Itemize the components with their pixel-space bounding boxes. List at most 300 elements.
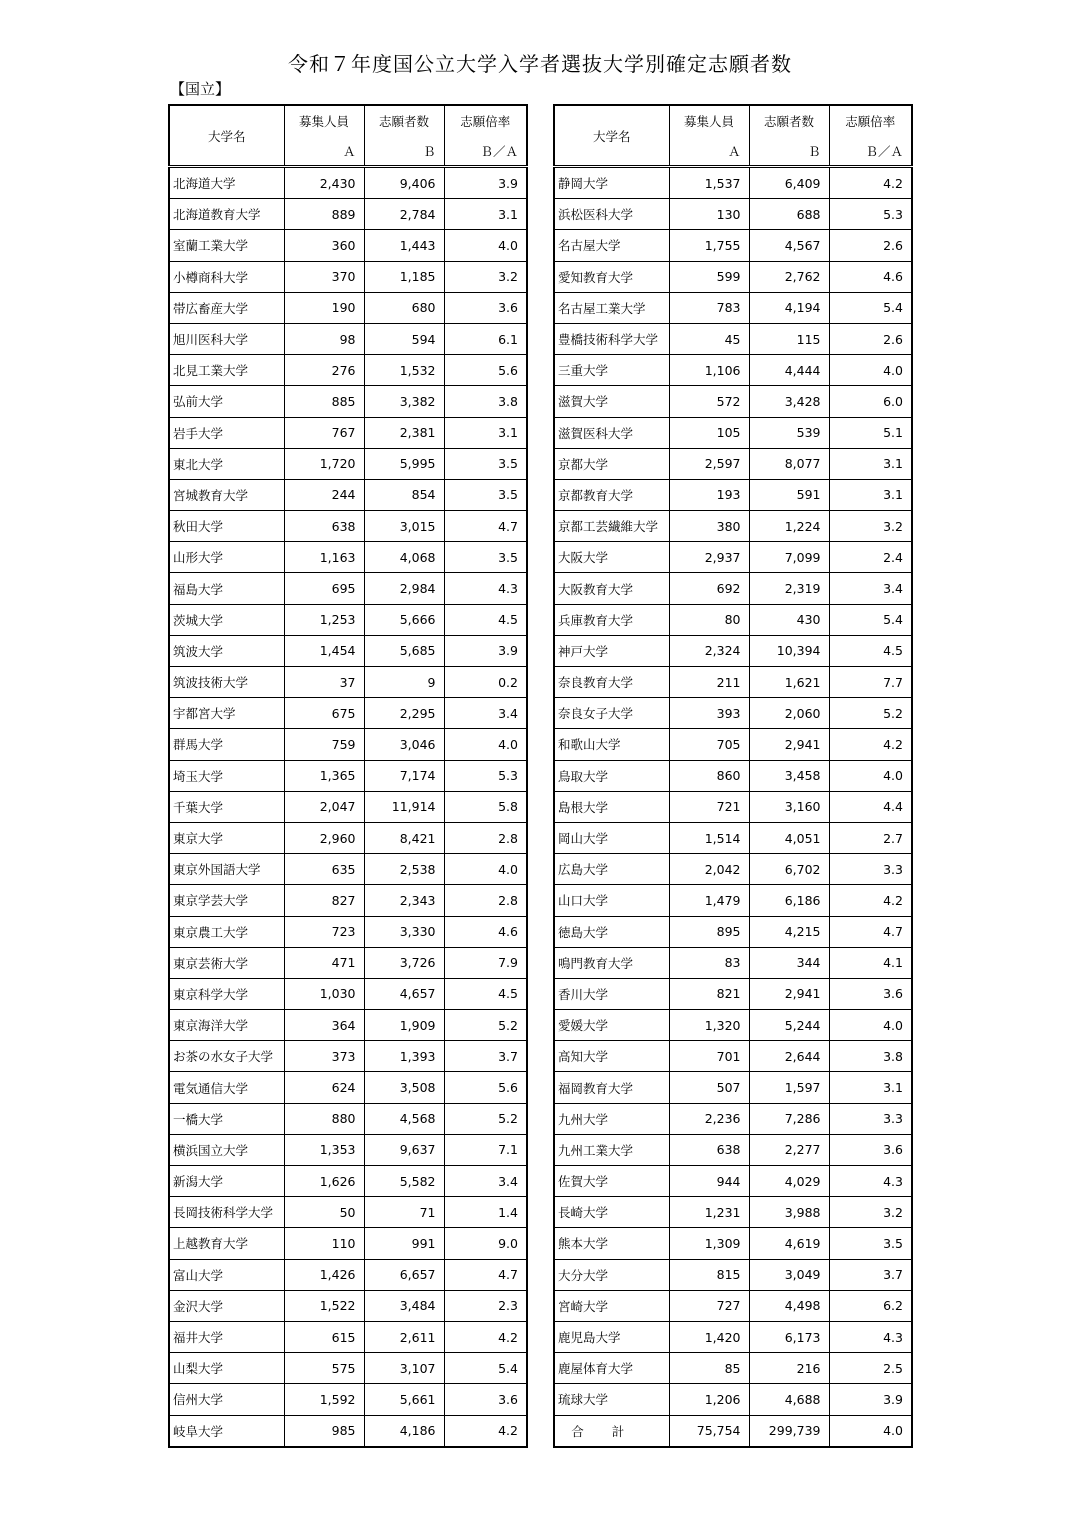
university-name: 長岡技術科学大学 [169, 1197, 284, 1228]
header-ratio-sub: Ｂ／Ａ [829, 136, 912, 167]
applicants-value: 2,941 [749, 729, 829, 760]
ratio-value: 4.3 [444, 573, 527, 604]
capacity-value: 1,454 [284, 635, 364, 666]
university-name: 鳥取大学 [554, 760, 669, 791]
header-applicants: 志願者数 [749, 105, 829, 136]
capacity-value: 860 [669, 760, 749, 791]
table-row [554, 355, 912, 386]
university-name: 東京海洋大学 [169, 1010, 284, 1041]
header-applicants-sub: Ｂ [749, 136, 829, 167]
table-row [169, 479, 527, 510]
applicants-value: 216 [749, 1353, 829, 1384]
applicants-value: 4,068 [364, 542, 444, 573]
university-name: 九州大学 [554, 1103, 669, 1134]
capacity-value: 2,937 [669, 542, 749, 573]
header-ratio: 志願倍率 [444, 105, 527, 136]
capacity-value: 985 [284, 1415, 364, 1447]
university-name: 香川大学 [554, 978, 669, 1009]
ratio-value: 2.3 [444, 1290, 527, 1321]
applicants-value: 3,160 [749, 791, 829, 822]
university-name: 和歌山大学 [554, 729, 669, 760]
university-name: 旭川医科大学 [169, 323, 284, 354]
ratio-value: 1.4 [444, 1197, 527, 1228]
ratio-value: 5.4 [829, 604, 912, 635]
header-university: 大学名 [554, 105, 669, 167]
applicants-value: 5,244 [749, 1010, 829, 1041]
applicants-value: 7,099 [749, 542, 829, 573]
university-name: 名古屋工業大学 [554, 292, 669, 323]
applicants-value: 991 [364, 1228, 444, 1259]
table-row [169, 1103, 527, 1134]
table-row [554, 885, 912, 916]
university-name: 山口大学 [554, 885, 669, 916]
university-name: 三重大学 [554, 355, 669, 386]
table-row [554, 448, 912, 479]
ratio-value: 3.3 [829, 1103, 912, 1134]
university-name: 宮城教育大学 [169, 479, 284, 510]
header-capacity-sub: Ａ [669, 136, 749, 167]
ratio-value: 4.5 [444, 978, 527, 1009]
header-capacity: 募集人員 [284, 105, 364, 136]
table-row [554, 292, 912, 323]
applicants-value: 2,762 [749, 261, 829, 292]
header-university: 大学名 [169, 105, 284, 167]
capacity-value: 1,626 [284, 1166, 364, 1197]
university-name: 岡山大学 [554, 822, 669, 853]
table-row [554, 698, 912, 729]
university-name: 宇都宮大学 [169, 698, 284, 729]
university-name: 小樽商科大学 [169, 261, 284, 292]
capacity-value: 80 [669, 604, 749, 635]
table-row [554, 729, 912, 760]
ratio-value: 4.0 [829, 1010, 912, 1041]
capacity-value: 695 [284, 573, 364, 604]
university-name: 東京科学大学 [169, 978, 284, 1009]
university-name: 奈良教育大学 [554, 667, 669, 698]
capacity-value: 1,537 [669, 167, 749, 199]
ratio-value: 3.9 [829, 1384, 912, 1415]
university-name: 宮崎大学 [554, 1290, 669, 1321]
table-row [169, 323, 527, 354]
applicants-value: 1,443 [364, 230, 444, 261]
university-name: 福島大学 [169, 573, 284, 604]
table-row [169, 822, 527, 853]
table-row [554, 1010, 912, 1041]
university-name: 名古屋大学 [554, 230, 669, 261]
ratio-value: 3.8 [829, 1041, 912, 1072]
capacity-value: 675 [284, 698, 364, 729]
university-name: 電気通信大学 [169, 1072, 284, 1103]
applicants-value: 594 [364, 323, 444, 354]
capacity-value: 1,030 [284, 978, 364, 1009]
total-capacity: 75,754 [669, 1415, 749, 1447]
capacity-value: 815 [669, 1259, 749, 1290]
capacity-value: 380 [669, 511, 749, 542]
ratio-value: 3.7 [444, 1041, 527, 1072]
ratio-value: 3.8 [444, 386, 527, 417]
capacity-value: 1,479 [669, 885, 749, 916]
university-name: 大阪教育大学 [554, 573, 669, 604]
ratio-value: 3.2 [829, 1197, 912, 1228]
applicants-value: 4,444 [749, 355, 829, 386]
ratio-value: 5.4 [829, 292, 912, 323]
ratio-value: 5.2 [444, 1103, 527, 1134]
university-name: 茨城大学 [169, 604, 284, 635]
applicants-value: 2,060 [749, 698, 829, 729]
capacity-value: 83 [669, 947, 749, 978]
applicants-value: 4,194 [749, 292, 829, 323]
table-row [169, 1041, 527, 1072]
university-name: 北海道教育大学 [169, 199, 284, 230]
table-row [554, 978, 912, 1009]
table-row [169, 885, 527, 916]
applicants-value: 680 [364, 292, 444, 323]
capacity-value: 783 [669, 292, 749, 323]
ratio-value: 5.6 [444, 1072, 527, 1103]
capacity-value: 2,047 [284, 791, 364, 822]
table-row [554, 822, 912, 853]
capacity-value: 1,206 [669, 1384, 749, 1415]
capacity-value: 821 [669, 978, 749, 1009]
applicants-value: 1,532 [364, 355, 444, 386]
ratio-value: 3.7 [829, 1259, 912, 1290]
capacity-value: 190 [284, 292, 364, 323]
capacity-value: 2,236 [669, 1103, 749, 1134]
university-name: 埼玉大学 [169, 760, 284, 791]
applicants-value: 3,382 [364, 386, 444, 417]
applicants-value: 5,661 [364, 1384, 444, 1415]
table-row [169, 199, 527, 230]
table-row [169, 635, 527, 666]
ratio-value: 2.5 [829, 1353, 912, 1384]
ratio-value: 3.3 [829, 854, 912, 885]
capacity-value: 105 [669, 417, 749, 448]
ratio-value: 3.2 [829, 511, 912, 542]
ratio-value: 3.2 [444, 261, 527, 292]
university-name: 筑波技術大学 [169, 667, 284, 698]
ratio-value: 2.8 [444, 822, 527, 853]
applicants-value: 3,428 [749, 386, 829, 417]
capacity-value: 635 [284, 854, 364, 885]
capacity-value: 572 [669, 386, 749, 417]
table-row [169, 1290, 527, 1321]
ratio-value: 4.0 [829, 760, 912, 791]
capacity-value: 1,522 [284, 1290, 364, 1321]
ratio-value: 4.3 [829, 1166, 912, 1197]
university-name: 上越教育大学 [169, 1228, 284, 1259]
university-name: 長崎大学 [554, 1197, 669, 1228]
table-row [554, 916, 912, 947]
table-row [169, 386, 527, 417]
university-name: 鹿児島大学 [554, 1321, 669, 1352]
ratio-value: 3.9 [444, 167, 527, 199]
university-name: 熊本大学 [554, 1228, 669, 1259]
university-name: 愛知教育大学 [554, 261, 669, 292]
capacity-value: 507 [669, 1072, 749, 1103]
capacity-value: 885 [284, 386, 364, 417]
ratio-value: 5.3 [829, 199, 912, 230]
applicants-value: 4,051 [749, 822, 829, 853]
capacity-value: 599 [669, 261, 749, 292]
table-row [554, 760, 912, 791]
university-name: 富山大学 [169, 1259, 284, 1290]
applicants-value: 8,421 [364, 822, 444, 853]
ratio-value: 3.5 [829, 1228, 912, 1259]
capacity-value: 1,106 [669, 355, 749, 386]
applicants-value: 4,568 [364, 1103, 444, 1134]
applicants-value: 3,988 [749, 1197, 829, 1228]
table-row [169, 1166, 527, 1197]
university-name: 群馬大学 [169, 729, 284, 760]
applicants-value: 8,077 [749, 448, 829, 479]
capacity-value: 638 [284, 511, 364, 542]
capacity-value: 370 [284, 261, 364, 292]
ratio-value: 4.2 [444, 1415, 527, 1447]
capacity-value: 889 [284, 199, 364, 230]
university-name: 鹿屋体育大学 [554, 1353, 669, 1384]
table-row [169, 448, 527, 479]
capacity-value: 1,426 [284, 1259, 364, 1290]
ratio-value: 5.6 [444, 355, 527, 386]
capacity-value: 759 [284, 729, 364, 760]
applicants-value: 4,657 [364, 978, 444, 1009]
ratio-value: 4.2 [829, 167, 912, 199]
applicants-value: 2,381 [364, 417, 444, 448]
capacity-value: 895 [669, 916, 749, 947]
table-row [169, 167, 527, 199]
header-ratio-sub: Ｂ／Ａ [444, 136, 527, 167]
applicants-value: 4,215 [749, 916, 829, 947]
ratio-value: 0.2 [444, 667, 527, 698]
capacity-value: 727 [669, 1290, 749, 1321]
capacity-value: 767 [284, 417, 364, 448]
university-name: 静岡大学 [554, 167, 669, 199]
ratio-value: 3.1 [829, 448, 912, 479]
university-name: 愛媛大学 [554, 1010, 669, 1041]
right-table-body [554, 167, 912, 1447]
capacity-value: 2,960 [284, 822, 364, 853]
applicants-value: 5,582 [364, 1166, 444, 1197]
capacity-value: 723 [284, 916, 364, 947]
university-name: 東京大学 [169, 822, 284, 853]
university-name: 浜松医科大学 [554, 199, 669, 230]
table-row [554, 323, 912, 354]
capacity-value: 50 [284, 1197, 364, 1228]
university-name: 徳島大学 [554, 916, 669, 947]
applicants-value: 2,277 [749, 1134, 829, 1165]
ratio-value: 4.0 [829, 355, 912, 386]
ratio-value: 4.0 [444, 854, 527, 885]
table-row [169, 947, 527, 978]
applicants-value: 591 [749, 479, 829, 510]
ratio-value: 4.1 [829, 947, 912, 978]
university-name: 東京学芸大学 [169, 885, 284, 916]
table-row [554, 1166, 912, 1197]
left-table [168, 104, 528, 1448]
header-applicants-sub: Ｂ [364, 136, 444, 167]
ratio-value: 4.6 [444, 916, 527, 947]
applicants-value: 115 [749, 323, 829, 354]
capacity-value: 37 [284, 667, 364, 698]
capacity-value: 276 [284, 355, 364, 386]
table-row [554, 667, 912, 698]
capacity-value: 1,514 [669, 822, 749, 853]
ratio-value: 2.6 [829, 323, 912, 354]
university-name: 弘前大学 [169, 386, 284, 417]
table-row [554, 386, 912, 417]
applicants-value: 1,909 [364, 1010, 444, 1041]
ratio-value: 4.5 [444, 604, 527, 635]
applicants-value: 3,015 [364, 511, 444, 542]
applicants-value: 2,784 [364, 199, 444, 230]
university-name: 新潟大学 [169, 1166, 284, 1197]
table-row [554, 261, 912, 292]
table-row [169, 511, 527, 542]
university-name: 東北大学 [169, 448, 284, 479]
university-name: 豊橋技術科学大学 [554, 323, 669, 354]
university-name: 京都工芸繊維大学 [554, 511, 669, 542]
left-table-body [169, 167, 527, 1447]
applicants-value: 4,186 [364, 1415, 444, 1447]
table-row [554, 230, 912, 261]
table-row [169, 667, 527, 698]
university-name: 福井大学 [169, 1321, 284, 1352]
table-row [554, 1041, 912, 1072]
applicants-value: 2,644 [749, 1041, 829, 1072]
applicants-value: 430 [749, 604, 829, 635]
applicants-value: 9,406 [364, 167, 444, 199]
table-row [169, 1072, 527, 1103]
ratio-value: 2.8 [444, 885, 527, 916]
capacity-value: 1,231 [669, 1197, 749, 1228]
ratio-value: 3.5 [444, 448, 527, 479]
table-row [554, 635, 912, 666]
ratio-value: 3.1 [829, 479, 912, 510]
ratio-value: 4.7 [444, 511, 527, 542]
table-row [169, 1134, 527, 1165]
ratio-value: 3.4 [444, 698, 527, 729]
university-name: 神戸大学 [554, 635, 669, 666]
capacity-value: 2,597 [669, 448, 749, 479]
ratio-value: 4.5 [829, 635, 912, 666]
applicants-value: 9 [364, 667, 444, 698]
applicants-value: 7,174 [364, 760, 444, 791]
capacity-value: 2,042 [669, 854, 749, 885]
ratio-value: 9.0 [444, 1228, 527, 1259]
university-name: 岐阜大学 [169, 1415, 284, 1447]
applicants-value: 688 [749, 199, 829, 230]
capacity-value: 705 [669, 729, 749, 760]
table-row [169, 916, 527, 947]
applicants-value: 11,914 [364, 791, 444, 822]
applicants-value: 344 [749, 947, 829, 978]
capacity-value: 211 [669, 667, 749, 698]
ratio-value: 2.6 [829, 230, 912, 261]
ratio-value: 3.4 [829, 573, 912, 604]
applicants-value: 2,538 [364, 854, 444, 885]
ratio-value: 3.1 [829, 1072, 912, 1103]
header-capacity-sub: Ａ [284, 136, 364, 167]
capacity-value: 1,163 [284, 542, 364, 573]
applicants-value: 6,173 [749, 1321, 829, 1352]
capacity-value: 624 [284, 1072, 364, 1103]
table-row [554, 1353, 912, 1384]
applicants-value: 1,597 [749, 1072, 829, 1103]
table-row [169, 698, 527, 729]
applicants-value: 1,621 [749, 667, 829, 698]
university-name: 室蘭工業大学 [169, 230, 284, 261]
capacity-value: 1,755 [669, 230, 749, 261]
applicants-value: 4,498 [749, 1290, 829, 1321]
ratio-value: 4.6 [829, 261, 912, 292]
ratio-value: 4.0 [444, 729, 527, 760]
capacity-value: 360 [284, 230, 364, 261]
table-row [554, 604, 912, 635]
applicants-value: 10,394 [749, 635, 829, 666]
university-name: 滋賀大学 [554, 386, 669, 417]
capacity-value: 615 [284, 1321, 364, 1352]
table-row [554, 573, 912, 604]
ratio-value: 5.3 [444, 760, 527, 791]
header-ratio: 志願倍率 [829, 105, 912, 136]
applicants-value: 2,295 [364, 698, 444, 729]
capacity-value: 701 [669, 1041, 749, 1072]
table-row [169, 760, 527, 791]
table-row [169, 261, 527, 292]
applicants-value: 854 [364, 479, 444, 510]
capacity-value: 244 [284, 479, 364, 510]
applicants-value: 3,484 [364, 1290, 444, 1321]
university-name: 滋賀医科大学 [554, 417, 669, 448]
table-row [554, 479, 912, 510]
university-name: 大分大学 [554, 1259, 669, 1290]
university-name: 信州大学 [169, 1384, 284, 1415]
table-row [169, 1415, 527, 1447]
ratio-value: 4.7 [829, 916, 912, 947]
applicants-value: 3,330 [364, 916, 444, 947]
capacity-value: 1,420 [669, 1321, 749, 1352]
right-table [553, 104, 913, 1448]
applicants-value: 5,666 [364, 604, 444, 635]
university-name: 岩手大学 [169, 417, 284, 448]
table-row [169, 978, 527, 1009]
university-name: 奈良女子大学 [554, 698, 669, 729]
table-row [169, 417, 527, 448]
table-row [554, 542, 912, 573]
applicants-value: 4,029 [749, 1166, 829, 1197]
university-name: 京都大学 [554, 448, 669, 479]
table-row [554, 167, 912, 199]
applicants-value: 71 [364, 1197, 444, 1228]
ratio-value: 3.6 [444, 292, 527, 323]
table-row [169, 1353, 527, 1384]
capacity-value: 880 [284, 1103, 364, 1134]
capacity-value: 1,320 [669, 1010, 749, 1041]
page-title: 令和７年度国公立大学入学者選抜大学別確定志願者数 [288, 52, 792, 76]
table-row [554, 199, 912, 230]
table-row [169, 292, 527, 323]
header-applicants: 志願者数 [364, 105, 444, 136]
university-name: 東京外国語大学 [169, 854, 284, 885]
applicants-value: 6,409 [749, 167, 829, 199]
ratio-value: 3.5 [444, 479, 527, 510]
capacity-value: 85 [669, 1353, 749, 1384]
total-ratio: 4.0 [829, 1415, 912, 1447]
ratio-value: 3.1 [444, 199, 527, 230]
university-name: 九州工業大学 [554, 1134, 669, 1165]
capacity-value: 827 [284, 885, 364, 916]
applicants-value: 1,185 [364, 261, 444, 292]
